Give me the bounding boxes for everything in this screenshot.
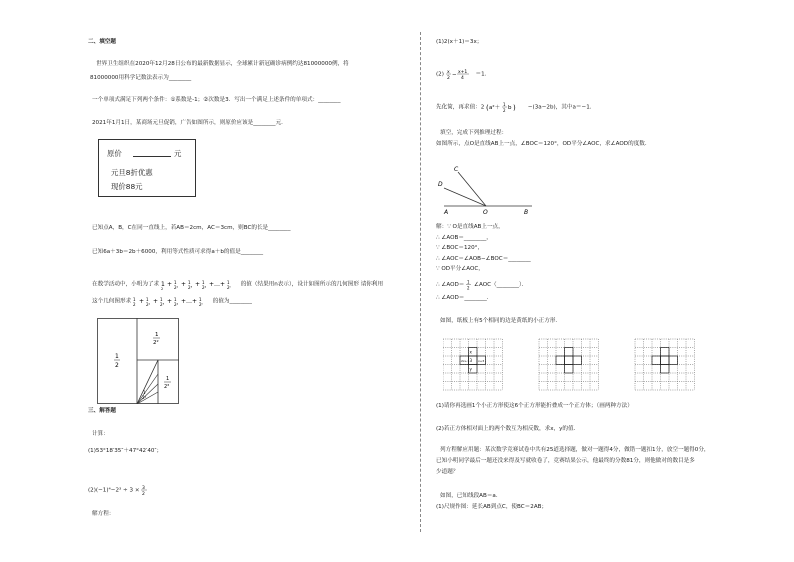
label-O: O: [483, 209, 488, 216]
calc-1: (1)53°18′35″＋47°42′40″；: [88, 448, 163, 454]
svg-text:1: 1: [226, 280, 230, 285]
net-cell-label: x+3: [478, 359, 485, 363]
proof-line-7: ∴ ∠AOD＝________．: [436, 295, 493, 301]
svg-text:1: 1: [201, 280, 205, 285]
svg-text:3: 3: [142, 486, 146, 491]
svg-text:+: +: [166, 298, 172, 305]
fill-desc: 如图所示，点O是直线AB上一点，∠BOC＝120°，OD平分∠AOC，求∠AOD的度数．: [436, 141, 651, 147]
fill-title: 填空，完成下列推理过程：: [440, 130, 508, 136]
svg-text:1: 1: [173, 280, 177, 285]
svg-text:2: 2: [132, 302, 136, 307]
word-q-line3: 少道题？: [436, 469, 459, 475]
net-square: [565, 356, 574, 365]
svg-text:1: 1: [503, 102, 506, 107]
svg-text:2: 2: [142, 492, 146, 496]
solve-title: 解方程：: [92, 511, 115, 517]
proof-line-3: ∵ ∠BOC＝120°，: [436, 245, 484, 251]
simplify-question: [436, 101, 595, 113]
word-q-line1: 列方程解应用题：某次数学竞赛试卷中共有25道选择题，做对一题得4分，做错一题扣1分，放空一题得0分，: [440, 447, 710, 453]
grid-sub-2: (2)若正方体相对面上的两个数互为相反数，求x，y的值．: [436, 426, 580, 432]
svg-text:2ⁿ: 2ⁿ: [198, 302, 204, 307]
label-A: A: [444, 209, 449, 216]
proof-line-5: ∵ OD平分∠AOC，: [436, 266, 484, 272]
net-cell-label: x: [469, 349, 472, 355]
grid-question: 如图，纸板上有5个相同的边是黄纸的小正方形．: [440, 318, 562, 324]
ad-unit: 元: [174, 149, 182, 158]
net-square: [669, 356, 678, 365]
cube-net-grids: [443, 335, 727, 397]
svg-text:(: (: [486, 104, 489, 112]
q6-line1: [92, 278, 383, 290]
q6-line2-a: 这个几何图形求: [92, 298, 132, 305]
net-cell-label: 2x+1: [461, 359, 470, 363]
frac-quarter-den: 2²: [153, 340, 159, 346]
net-cell-label: y: [469, 366, 472, 372]
angle-figure: [438, 162, 538, 216]
draw-sub-1: (1)尺规作图：延长AB到点C，使BC＝2AB；: [436, 504, 548, 510]
q3-text: 2021年1月1日，某商场元旦促销，广告如图所示，则原价应该是________元．: [92, 120, 287, 126]
svg-text:4: 4: [460, 76, 464, 80]
svg-text:+…+: +…+: [180, 298, 198, 305]
svg-text:x: x: [446, 70, 450, 75]
frac-quarter-num: 1: [155, 332, 159, 338]
svg-text:+: +: [180, 281, 186, 288]
svg-text:1: 1: [160, 281, 165, 288]
svg-text:1: 1: [198, 297, 202, 302]
eq-1: (1)2(x＋1)＝3x；: [436, 39, 483, 45]
calc-2-text: (2)(−1)⁴−2³ ÷ 3 ×: [88, 487, 140, 494]
column-divider: [420, 32, 421, 532]
q6-line2-b: 的值为________: [212, 298, 252, 305]
eq-2-fractions: [446, 68, 474, 80]
svg-text:1: 1: [159, 297, 163, 302]
net-square: [565, 348, 574, 357]
q6-line2: [92, 295, 252, 307]
ad-original-label: 原价: [107, 149, 122, 158]
svg-text:+: +: [194, 281, 200, 288]
label-C: C: [454, 166, 459, 173]
frac-eighth-den: 2³: [164, 384, 170, 390]
svg-text:x+1: x+1: [457, 70, 468, 75]
svg-text:2⁴: 2⁴: [201, 285, 207, 290]
svg-text:2: 2: [160, 287, 164, 290]
simplify-expression: [486, 101, 526, 113]
net-square: [573, 356, 582, 365]
proof-line-6: [436, 279, 527, 290]
eq-2: [436, 68, 490, 80]
grid-sub-1: (1)请你再选画1个小正方形使这6个正方形能折叠成一个正方体；（画两种方法）: [436, 403, 633, 409]
eq-2-prefix: (2): [436, 71, 444, 78]
svg-text:2: 2: [503, 108, 506, 113]
word-q-line2: 已知小明同学最后一题还没来得及写就收卷了，竞赛结果公示，他最终的分数81分，则他做对的数目是多: [436, 458, 695, 464]
svg-text:2ⁿ: 2ⁿ: [226, 285, 232, 290]
svg-text:a²＋: a²＋: [489, 105, 501, 111]
svg-text:+: +: [166, 281, 172, 288]
half-fraction: [466, 279, 472, 290]
svg-text:2: 2: [446, 76, 450, 80]
svg-text:1: 1: [467, 279, 470, 285]
svg-text:2⁴: 2⁴: [173, 302, 179, 307]
frac-half-num: 1: [115, 353, 119, 360]
svg-text:b: b: [508, 105, 512, 111]
net-square: [565, 365, 574, 374]
net-cell-label: 3: [469, 358, 473, 363]
q4-text: 已知点A，B，C在同一直线上，若AB＝2cm，AC＝3cm，则BC的长是________: [92, 225, 291, 231]
net-square: [652, 356, 661, 365]
simplify-b: −(3a−2b)，其中a＝−1．: [527, 104, 596, 111]
net-square: [661, 348, 670, 357]
svg-text:+: +: [138, 298, 144, 305]
svg-text:1: 1: [173, 297, 177, 302]
svg-text:1: 1: [132, 297, 136, 302]
simplify-a: 先化简，再求值：2: [436, 104, 485, 111]
calc-2: [88, 484, 149, 496]
proof-line-1: 解：∵ O是直线AB上一点，: [436, 224, 504, 230]
q2-text: 一个单项式满足下列两个条件：①系数是-1；②次数是3．写出一个满足上述条件的单项式：________: [92, 97, 341, 103]
label-D: D: [438, 181, 443, 188]
frac-eighth-num: 1: [166, 376, 170, 382]
fraction-square-figure: [97, 318, 179, 404]
ad-discount: 元旦8折优惠: [111, 168, 153, 177]
svg-text:1: 1: [187, 280, 191, 285]
svg-text:2²: 2²: [145, 302, 151, 307]
calc-2-fraction: [141, 484, 149, 496]
ad-price-blank: [133, 151, 171, 157]
frac-sixteenth-den: 2⁴: [142, 395, 147, 400]
section-3-title: 三、解答题: [88, 408, 116, 414]
section-2-title: 二、填空题: [88, 39, 116, 45]
proof-6-b: ∠AOC（________）．: [473, 282, 528, 288]
series-expression-2: [133, 295, 211, 307]
q1-text-line2: 81000000用科学记数法表示为________: [90, 75, 192, 81]
svg-text:2²: 2²: [173, 285, 179, 290]
net-square: [661, 356, 670, 365]
eq-2-suffix: ＝1．: [475, 71, 491, 78]
svg-text:2: 2: [467, 285, 470, 290]
draw-question: 如图，已知线段AB＝a．: [440, 493, 502, 499]
svg-text:): ): [513, 104, 516, 112]
svg-text:+…+: +…+: [208, 281, 225, 288]
frac-sixteenth-num: 1: [143, 390, 146, 395]
calc-title: 计算：: [92, 431, 109, 437]
net-square: [556, 356, 565, 365]
frac-half-den: 2: [115, 362, 119, 369]
promo-ad-box: [98, 139, 196, 197]
proof-6-a: ∴ ∠AOD＝: [436, 282, 465, 288]
proof-line-4: ∴ ∠AOC＝∠AOB−∠BOC＝________: [436, 256, 531, 262]
svg-text:2³: 2³: [187, 285, 193, 290]
net-square: [661, 365, 670, 374]
series-expression: [161, 278, 239, 290]
svg-text:−: −: [451, 72, 457, 78]
label-B: B: [524, 209, 529, 216]
q1-text-line1: 世界卫生组织在2020年12月28日公布的最新数据显示，全球累计新冠确诊病例约达81000000例，将: [96, 61, 349, 67]
q6-line1-b: 的值（结果用n表示），设计如图所示的几何图形 请你利用: [240, 281, 384, 288]
svg-text:+: +: [152, 298, 158, 305]
q6-line1-a: 在数学活动中，小明为了求: [92, 281, 160, 288]
ad-now-price: 现价88元: [111, 182, 143, 191]
proof-line-2: ∴ ∠AOB＝________，: [436, 235, 492, 241]
svg-text:1: 1: [145, 297, 149, 302]
svg-text:2³: 2³: [159, 302, 165, 307]
q5-text: 已知6a＋3b＝2b＋6000，利用等式性质可求得a＋b的值是________: [92, 249, 264, 255]
